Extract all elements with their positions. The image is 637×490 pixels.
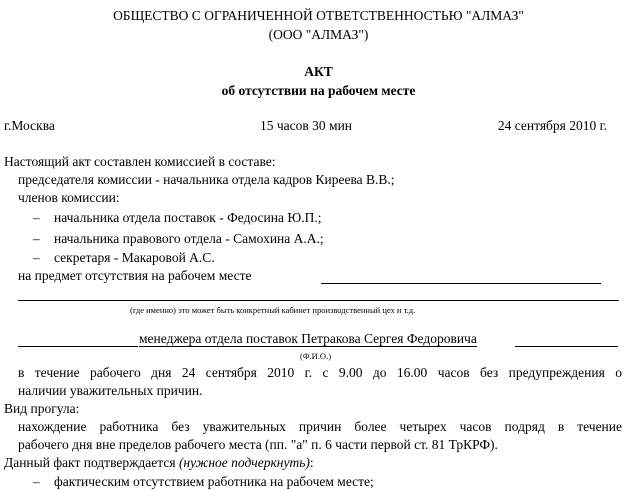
time: 15 часов 30 мин [260,118,353,133]
absence-type-label: Вид прогула: [4,401,80,416]
member-item: секретаря - Макаровой А.С. [54,250,215,265]
chairman-text: председателя комиссии - начальника отдела кадров Киреева В.В.; [18,172,395,187]
place-underline-2 [18,300,619,301]
act-title: АКТ [304,64,333,79]
period-line-2: наличии уважительных причин. [18,383,203,398]
confirm-colon: : [309,455,314,470]
confirm-hint: (нужное подчеркнуть) [178,455,310,470]
member-dash: – [33,250,40,265]
confirm-line [4,455,314,471]
intro-text: Настоящий акт составлен комиссией в составе: [4,154,276,169]
employee-name: менеджера отдела поставок Петракова Сергея Федоровича [139,331,477,346]
employee-underline-right [515,346,618,347]
employee-underline-left [18,346,138,347]
period-line-1: в течение рабочего дня 24 сентября 2010 г. с 9.00 до 16.00 часов без предупреждения о [18,365,622,380]
member-item: начальника отдела поставок - Федосина Ю.П.; [54,210,322,225]
member-dash: – [33,231,40,246]
date: 24 сентября 2010 г. [497,118,607,133]
absence-line-2: рабочего дня вне пределов рабочего места (пп. "а" п. 6 части первой ст. 81 ТрКРФ). [18,437,498,452]
act-subtitle: об отсутствии на рабочем месте [221,83,416,98]
evidence-item: фактическим отсутствием работника на рабочем месте; [54,474,374,489]
place-underline [321,283,601,284]
absence-line-1: нахождение работника без уважительных причин более четырех часов подряд в течение [18,419,622,434]
place-hint: (где именно) это может быть конкретный кабинет производственный цех и т.д. [130,305,416,315]
city: г.Москва [4,118,55,133]
org-short-name: (ООО "АЛМАЗ") [268,27,369,42]
subject-label: на предмет отсутствия на рабочем месте [18,268,252,283]
member-item: начальника правового отдела - Самохина А.А.; [54,231,324,246]
evidence-dash: – [33,474,40,489]
members-label: членов комиссии: [18,190,120,205]
fio-hint: (Ф.И.О.) [300,351,332,361]
confirm-text: Данный факт подтверждается [4,455,176,470]
member-dash: – [33,210,40,225]
org-name: ОБЩЕСТВО С ОГРАНИЧЕННОЙ ОТВЕТСТВЕННОСТЬЮ "АЛМАЗ" [113,8,524,23]
